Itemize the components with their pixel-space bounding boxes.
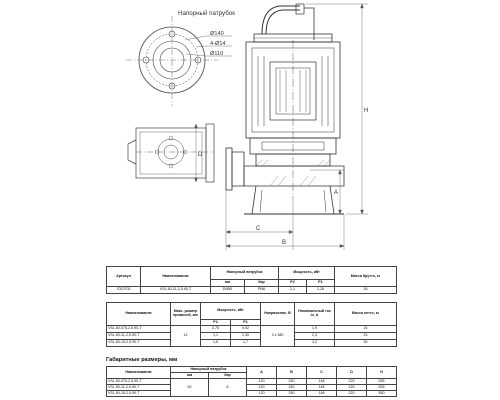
dim-diameter-110: Ø110 <box>210 51 224 57</box>
h-mass-net: Масса нетто, кг <box>335 303 397 326</box>
dim-diameter-140: Ø140 <box>210 31 224 37</box>
h-outlet: Напорный патрубок <box>171 367 247 373</box>
dim-c-label: C <box>256 226 261 232</box>
h-mm: мм <box>171 373 209 379</box>
h-power: Мощность, кВт <box>279 267 335 280</box>
cell-b: 240 <box>277 385 307 391</box>
cell-particle: 12 <box>171 326 201 347</box>
cell-name: VSL.50-15-2,5.90-T <box>107 391 171 397</box>
cell-a: 120 <box>247 385 277 391</box>
h-name: Наименование <box>141 267 211 287</box>
cell-name: VSL.50-11-2,5.90-T <box>107 385 171 391</box>
cell-current: 1,9 <box>295 326 335 333</box>
cell-bar: 6 <box>209 379 247 397</box>
cell-p2: 1,1 <box>201 333 231 340</box>
cell-d: 220 <box>337 379 367 385</box>
cell-name: VSL.50-11-2,5.90-T <box>141 287 211 294</box>
table-row <box>107 340 397 347</box>
cell-p2: 1,5 <box>201 340 231 347</box>
cell-bar: PN6 <box>245 287 279 294</box>
h-b: B <box>277 367 307 379</box>
table-row <box>107 287 397 294</box>
h-mm: мм <box>211 280 245 287</box>
cell-c: 148 <box>307 391 337 397</box>
cell-current: 3,2 <box>295 340 335 347</box>
h-p1: Р1 <box>307 280 335 287</box>
cell-a: 120 <box>247 391 277 397</box>
cell-b: 240 <box>277 379 307 385</box>
cell-name: VSL.50-075-2,5.90-T <box>107 326 171 333</box>
cell-mm: DN50 <box>211 287 245 294</box>
cell-mass: 24 <box>335 326 397 333</box>
h-voltage: Напряжение, В <box>261 303 295 326</box>
h-a: A <box>247 367 277 379</box>
h-p1: Р1 <box>231 320 261 326</box>
cell-c: 148 <box>307 385 337 391</box>
cell-mass: 26 <box>335 287 397 294</box>
dim-d-label: D <box>198 152 203 158</box>
h-bar: бар <box>209 373 247 379</box>
pump-body <box>226 4 344 214</box>
h-particle-size: Макс. размер примесей, мм <box>171 303 201 326</box>
cell-h: 550 <box>367 391 397 397</box>
cell-a: 120 <box>247 379 277 385</box>
article-table <box>106 266 397 294</box>
cell-current: 2,3 <box>295 333 335 340</box>
cell-d: 220 <box>337 385 367 391</box>
cell-mm: 50 <box>171 379 209 397</box>
h-p2: Р2 <box>201 320 231 326</box>
cell-p2: 1,1 <box>279 287 307 294</box>
h-power: Мощность, кВт <box>201 303 261 320</box>
cell-c: 148 <box>307 379 337 385</box>
table-row <box>107 333 397 340</box>
cell-voltage: 3 х 380 <box>261 326 295 347</box>
cell-article: 7022702 <box>107 287 141 294</box>
dimensions-table <box>106 366 397 397</box>
h-bar: бар <box>245 280 279 287</box>
dim-h-line <box>306 4 368 214</box>
h-mass-gross: Масса брутто, кг <box>335 267 397 287</box>
flange-top-view <box>126 16 218 106</box>
cell-mass: 24 <box>335 333 397 340</box>
h-c: C <box>307 367 337 379</box>
dim-b-label: B <box>282 240 287 246</box>
cell-name: VSL.50-15-2,5.90-T <box>107 340 171 347</box>
cell-mass: 30 <box>335 340 397 347</box>
dimensions-title: Габаритные размеры, мм <box>106 357 178 363</box>
h-p2: Р2 <box>279 280 307 287</box>
table-row <box>107 391 397 397</box>
h-name: Наименование <box>107 303 171 326</box>
dim-h-label: H <box>364 108 369 114</box>
dim-a-label: A <box>334 190 339 196</box>
cell-b: 250 <box>277 391 307 397</box>
cell-d: 220 <box>337 391 367 397</box>
cell-h: 535 <box>367 385 397 391</box>
h-article: Артикул <box>107 267 141 287</box>
cell-p1: 0,92 <box>231 326 261 333</box>
table-row <box>107 326 397 333</box>
dim-a-line <box>310 170 344 214</box>
h-outlet: Напорный патрубок <box>211 267 279 280</box>
h-name: Наименование <box>107 367 171 379</box>
cell-p2: 0,75 <box>201 326 231 333</box>
cell-h: 535 <box>367 379 397 385</box>
cell-p1: 1,26 <box>307 287 335 294</box>
dim-holes-4x14: 4-Ø14 <box>210 41 226 47</box>
cell-name: VSL.50-075-2,5.90-T <box>107 379 171 385</box>
h-current: Номинальный ток In, А <box>295 303 335 326</box>
cell-name: VSL.50-11-2,5.90-T <box>107 333 171 340</box>
h-d: D <box>337 367 367 379</box>
cell-p1: 1,30 <box>231 333 261 340</box>
cell-p1: 1,7 <box>231 340 261 347</box>
electrical-table <box>106 302 397 347</box>
flange-title: Напорный патрубок <box>178 10 235 17</box>
h-h: H <box>367 367 397 379</box>
